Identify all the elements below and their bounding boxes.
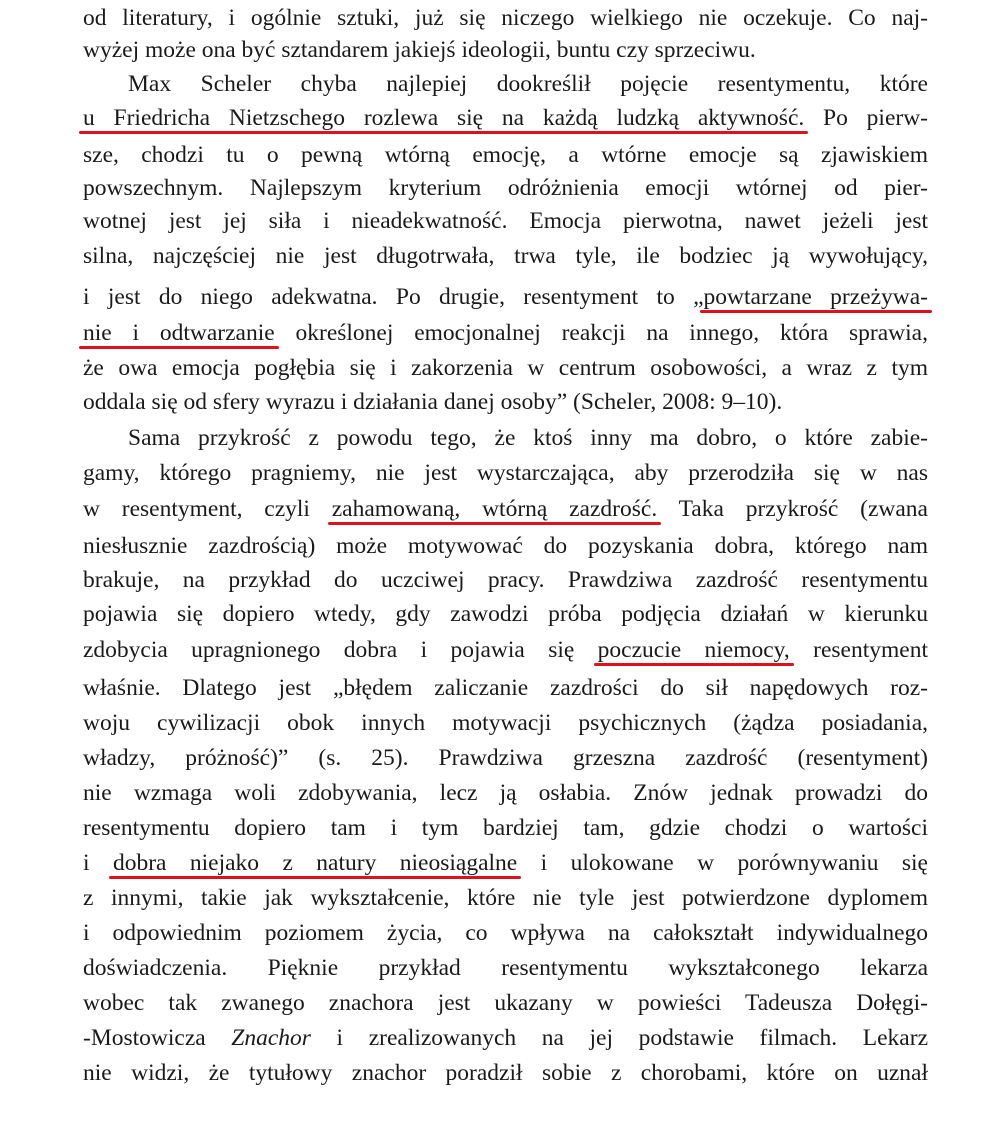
text-line: brakuje, na przykład do uczciwej pracy. Prawdziwa zazdrość resentymentu	[83, 567, 928, 593]
text-line: zdobycia upragnionego dobra i pojawia się poczucie niemocy, resentyment	[83, 637, 928, 663]
text-line: nie i odtwarzanie określonej emocjonalnej reakcji na innego, która sprawia,	[83, 320, 928, 346]
underlined-phrase: powtarzane przeżywa-	[703, 284, 928, 310]
text-line: u Friedricha Nietzschego rozlewa się na każdą ludzką aktywność. Po pierw-	[83, 105, 928, 131]
underlined-phrase: nie i odtwarzanie	[83, 320, 275, 346]
text-line: wotnej jest jej siła i nieadekwatność. Emocja pierwotna, nawet jeżeli jest	[83, 208, 928, 234]
text-line: pojawia się dopiero wtedy, gdy zawodzi próba podjęcia działań w kierunku	[83, 601, 928, 627]
italic-title: Znachor	[231, 1025, 311, 1051]
paragraph-start-line: Max Scheler chyba najlepiej dookreślił pojęcie resentymentu, które	[128, 71, 928, 97]
paragraph-start-line: Sama przykrość z powodu tego, że ktoś inny ma dobro, o które zabie-	[128, 425, 928, 451]
text-line: i odpowiednim poziomem życia, co wpływa na całokształt indywidualnego	[83, 920, 928, 946]
text-line: właśnie. Dlatego jest „błędem zaliczanie zazdrości do sił napędowych roz-	[83, 675, 928, 701]
text-line: że owa emocja pogłębia się i zakorzenia w centrum osobowości, a wraz z tym	[83, 355, 928, 381]
text-line: silna, najczęściej nie jest długotrwała, trwa tyle, ile bodziec ją wywołujący,	[83, 243, 928, 269]
underlined-phrase: poczucie niemocy,	[597, 637, 790, 663]
text-line: doświadczenia. Pięknie przykład resentymentu wykształconego lekarza	[83, 955, 928, 981]
text-line: sze, chodzi tu o pewną wtórną emocję, a wtórne emocje są zjawiskiem	[83, 142, 928, 168]
text-line: od literatury, i ogólnie sztuki, już się niczego wielkiego nie oczekuje. Co naj-	[83, 5, 928, 31]
text-line: z innymi, takie jak wykształcenie, które nie tyle jest potwierdzone dyplomem	[83, 885, 928, 911]
underlined-phrase: dobra niejako z natury nieosiągalne	[112, 850, 518, 876]
text-line: wyżej może ona być sztandarem jakiejś ideologii, buntu czy sprzeciwu.	[83, 37, 756, 63]
text-line: wobec tak zwanego znachora jest ukazany w powieści Tadeusza Dołęgi-	[83, 990, 928, 1016]
text-line: władzy, próżność)” (s. 25). Prawdziwa grzeszna zazdrość (resentyment)	[83, 745, 928, 771]
text-line: i jest do niego adekwatna. Po drugie, resentyment to „powtarzane przeżywa-	[83, 284, 928, 310]
text-line: nie wzmaga woli zdobywania, lecz ją osłabia. Znów jednak prowadzi do	[83, 780, 928, 806]
underlined-phrase: zahamowaną, wtórną zazdrość.	[331, 496, 658, 522]
text-line: -Mostowicza Znachor i zrealizowanych na jej podstawie filmach. Lekarz	[83, 1025, 928, 1051]
text-line: resentymentu dopiero tam i tym bardziej tam, gdzie chodzi o wartości	[83, 815, 928, 841]
underlined-phrase: u Friedricha Nietzschego rozlewa się na każdą ludzką aktywność.	[83, 105, 805, 131]
text-line: niesłusznie zazdrością) może motywować do pozyskania dobra, którego nam	[83, 533, 928, 559]
text-line: woju cywilizacji obok innych motywacji psychicznych (żądza posiadania,	[83, 710, 928, 736]
text-line: i dobra niejako z natury nieosiągalne i ulokowane w porównywaniu się	[83, 850, 928, 876]
text-line: nie widzi, że tytułowy znachor poradził sobie z chorobami, które on uznał	[83, 1060, 928, 1086]
text-line: powszechnym. Najlepszym kryterium odróżnienia emocji wtórnej od pier-	[83, 175, 928, 201]
text-line: gamy, którego pragniemy, nie jest wystarczająca, aby przerodziła się w nas	[83, 460, 928, 486]
text-line: oddala się od sfery wyrazu i działania danej osoby” (Scheler, 2008: 9–10).	[83, 389, 783, 415]
text-line: w resentyment, czyli zahamowaną, wtórną zazdrość. Taka przykrość (zwana	[83, 496, 928, 522]
